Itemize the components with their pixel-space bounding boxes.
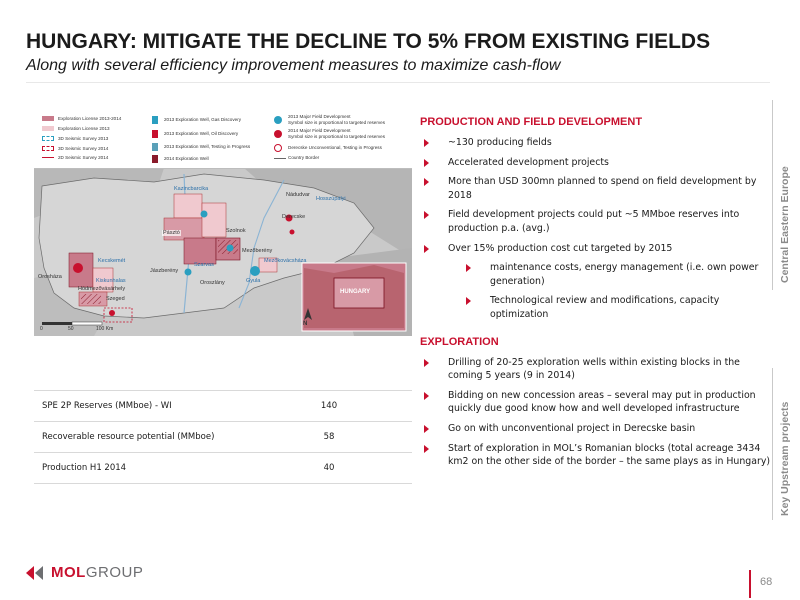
map-place-label: Kecskemét bbox=[98, 258, 126, 264]
mol-logo-mark-icon bbox=[26, 566, 46, 580]
list-item bbox=[420, 136, 775, 150]
sub-list-item bbox=[420, 261, 775, 288]
map-place-label: Pásztó bbox=[163, 230, 180, 236]
oil-well-icon bbox=[152, 130, 158, 138]
logo-text-group: GROUP bbox=[85, 564, 144, 581]
list-item bbox=[420, 442, 775, 469]
legend-swatch bbox=[274, 158, 286, 159]
legend-item: Exploration License 2013 bbox=[58, 126, 110, 131]
list-item bbox=[420, 356, 775, 383]
map-place-label: Jászberény bbox=[150, 268, 179, 274]
map-place-label: Nádudvar bbox=[286, 192, 310, 198]
content-column bbox=[420, 116, 775, 475]
side-tab-label: Key Upstream projects bbox=[779, 401, 791, 516]
legend-item: 2013 Exploration Well, Testing in Progress bbox=[164, 144, 251, 149]
legend-swatch bbox=[42, 136, 54, 141]
page-number: 68 bbox=[760, 576, 773, 588]
bullet-arrow-icon bbox=[466, 297, 471, 305]
legend-swatch bbox=[42, 116, 54, 121]
unconventional-icon bbox=[274, 144, 282, 152]
map-place-label: Mezőkovácsháza bbox=[264, 258, 307, 264]
list-item bbox=[420, 208, 775, 235]
legend-item: Symbol size is proportional to targeted reserves bbox=[288, 120, 386, 125]
legend-swatch bbox=[42, 126, 54, 131]
bullet-arrow-icon bbox=[424, 445, 429, 453]
bullet-text: Start of exploration in MOL’s Romanian blocks (total acreage 3434 km2 on the other side of the border – the same plays as in Hungary) bbox=[448, 442, 771, 468]
legend-item: Symbol size is proportional to targeted reserves bbox=[288, 134, 386, 139]
scale-label-zero: 0 bbox=[40, 326, 43, 332]
bullet-arrow-icon bbox=[424, 425, 429, 433]
legend-item: Exploration License 2013-2014 bbox=[58, 116, 122, 121]
bullet-arrow-icon bbox=[424, 178, 429, 186]
gas-well-icon bbox=[152, 116, 158, 124]
map-place-label: Mezőberény bbox=[242, 248, 273, 254]
scale-label-end: 100 Km bbox=[96, 326, 114, 332]
bullet-arrow-icon bbox=[424, 139, 429, 147]
testing-well-icon bbox=[152, 143, 158, 151]
inset-map bbox=[302, 263, 406, 331]
table-row bbox=[34, 422, 412, 453]
map-place-label: Szeged bbox=[106, 296, 125, 302]
row-label: Production H1 2014 bbox=[34, 453, 246, 484]
bullet-arrow-icon bbox=[424, 159, 429, 167]
bullet-text: More than USD 300mn planned to spend on field development by 2018 bbox=[448, 176, 757, 201]
map-legend bbox=[34, 108, 412, 169]
bullet-text: Accelerated development projects bbox=[448, 156, 609, 168]
row-value: 58 bbox=[246, 422, 412, 453]
side-tab-label: Central Eastern Europe bbox=[779, 166, 791, 283]
legend-item: 2D Seismic Survey 2014 bbox=[58, 155, 109, 160]
legend-item: 2013 Major Field Development bbox=[288, 114, 351, 119]
table-row bbox=[34, 453, 412, 484]
map-place-label: Orosháza bbox=[38, 274, 62, 280]
map-place-label: Kiskunhalas bbox=[96, 278, 126, 284]
logo-wordmark bbox=[51, 564, 143, 581]
bullet-arrow-icon bbox=[424, 245, 429, 253]
map-place-label: Szarvas bbox=[194, 262, 214, 268]
bullet-arrow-icon bbox=[424, 211, 429, 219]
logo-text-mol: MOL bbox=[51, 564, 86, 581]
map-place-label: Oroszlány bbox=[200, 280, 225, 286]
map-place-label: Hódmezővásárhely bbox=[78, 286, 126, 292]
bullet-arrow-icon bbox=[424, 392, 429, 400]
exploration-heading: EXPLORATION bbox=[420, 335, 499, 348]
bullet-text: Technological review and modifications, capacity optimization bbox=[490, 295, 720, 320]
legend-item: Derecske Unconventional, Testing in Progress bbox=[288, 145, 382, 150]
sub-list-item bbox=[420, 294, 775, 321]
inset-country-label: HUNGARY bbox=[340, 289, 371, 295]
bullet-text: ~130 producing fields bbox=[448, 137, 552, 148]
reserves-table bbox=[34, 390, 412, 484]
legend-item: 2013 Exploration Well, Gas Discovery bbox=[164, 117, 242, 122]
legend-item: Country Border bbox=[288, 155, 320, 160]
legend-item: 2013 Exploration Well, Oil Discovery bbox=[164, 131, 239, 136]
list-item bbox=[420, 156, 775, 170]
bullet-text: maintenance costs, energy management (i.e. own power generation) bbox=[490, 262, 759, 287]
list-item bbox=[420, 389, 775, 416]
list-item bbox=[420, 175, 775, 202]
bullet-arrow-icon bbox=[466, 264, 471, 272]
field-2013-icon bbox=[274, 116, 282, 124]
map-scale-bar bbox=[42, 322, 102, 325]
legend-item: 2014 Exploration Well bbox=[164, 156, 209, 161]
page-subtitle: Along with several efficiency improvement measures to maximize cash-flow bbox=[26, 57, 561, 74]
map-place-label: Kazincbarcika bbox=[174, 186, 209, 192]
list-item bbox=[420, 242, 775, 256]
scale-label-mid: 50 bbox=[68, 326, 74, 332]
table-row bbox=[34, 391, 412, 422]
map-place-label: Derecske bbox=[282, 214, 306, 220]
side-tab-central-eastern-europe[interactable] bbox=[772, 100, 793, 290]
production-heading: PRODUCTION AND FIELD DEVELOPMENT bbox=[420, 116, 643, 128]
legend-swatch bbox=[42, 157, 54, 158]
page-title: HUNGARY: MITIGATE THE DECLINE TO 5% FROM EXISTING FIELDS bbox=[26, 30, 711, 53]
bullet-text: Bidding on new concession areas – several may put in production quickly due good know how and well developed infrastructure bbox=[448, 389, 756, 415]
legend-swatch bbox=[42, 146, 54, 151]
page-number-divider bbox=[749, 570, 751, 598]
bullet-text: Drilling of 20-25 exploration wells within existing blocks in the coming 5 years (9 in 2014) bbox=[448, 356, 740, 382]
north-label: N bbox=[303, 321, 308, 327]
exploration-well-icon bbox=[152, 155, 158, 163]
side-tab-key-upstream-projects[interactable] bbox=[772, 368, 793, 520]
row-label: Recoverable resource potential (MMboe) bbox=[34, 422, 246, 453]
map-place-label: Gyula bbox=[246, 278, 261, 284]
list-item bbox=[420, 422, 775, 436]
hungary-exploration-map bbox=[34, 108, 412, 336]
bullet-text: Go on with unconventional project in Derecske basin bbox=[448, 422, 696, 434]
row-label: SPE 2P Reserves (MMboe) - WI bbox=[34, 391, 246, 422]
legend-item: 2014 Major Field Development bbox=[288, 128, 351, 133]
legend-item: 3D Seismic Survey 2013 bbox=[58, 136, 109, 141]
row-value: 140 bbox=[246, 391, 412, 422]
row-value: 40 bbox=[246, 453, 412, 484]
bullet-arrow-icon bbox=[424, 359, 429, 367]
bullet-text: Over 15% production cost cut targeted by 2015 bbox=[448, 242, 673, 254]
map-place-label: Hosszúpályi bbox=[316, 196, 346, 202]
field-2014-icon bbox=[274, 130, 282, 138]
bullet-text: Field development projects could put ~5 MMboe reserves into production p.a. (avg.) bbox=[448, 209, 740, 234]
title-divider bbox=[26, 82, 770, 83]
map-place-label: Szolnok bbox=[226, 228, 246, 234]
legend-item: 3D Seismic Survey 2014 bbox=[58, 146, 109, 151]
